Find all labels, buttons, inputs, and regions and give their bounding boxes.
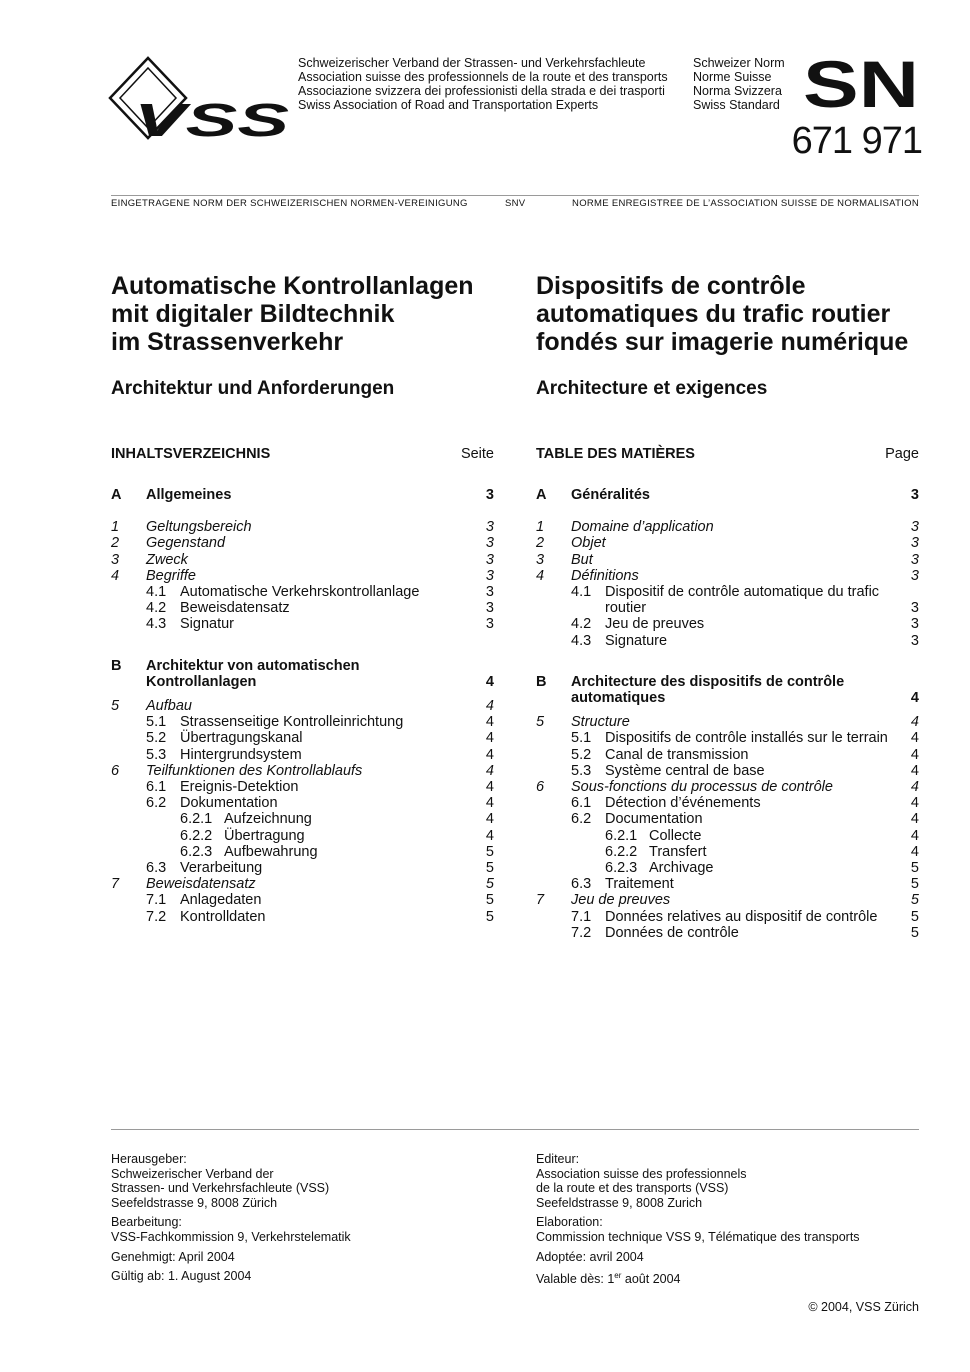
toc-entry [111, 909, 494, 925]
toc-page: 3 [910, 519, 919, 536]
publisher-label: Editeur: [536, 1152, 580, 1166]
registration-snv: SNV [505, 198, 526, 209]
toc-title: INHALTSVERZEICHNIS [111, 446, 271, 462]
toc-number: B [111, 657, 122, 674]
toc-header [111, 446, 494, 462]
toc-number: 5.3 [146, 746, 167, 763]
publisher-line: Schweizerischer Verband der [111, 1166, 274, 1181]
toc-number: 4.3 [146, 616, 167, 633]
toc-entry [536, 633, 919, 649]
toc-entry [111, 747, 494, 763]
toc-text: Zweck [146, 551, 188, 568]
toc-number: 7.2 [146, 908, 167, 925]
publisher-line: Association suisse des professionnels [536, 1166, 747, 1181]
toc-entry [111, 811, 494, 827]
toc-entry [111, 698, 494, 714]
toc-page: 5 [485, 876, 494, 893]
toc-text: Allgemeines [146, 487, 232, 503]
norm-name: Schweizer Norm [693, 56, 785, 70]
toc-entry [536, 552, 919, 568]
title-line: Dispositifs de contrôle [536, 272, 806, 300]
toc-text: Übertragung [224, 827, 305, 844]
toc-entry [536, 747, 919, 763]
toc-entry [536, 876, 919, 892]
toc-page: 4 [910, 762, 919, 779]
toc-text: Dispositifs de contrôle installés sur le terrain [605, 730, 888, 747]
org-line: Association suisse des professionnels de la route et des transports [298, 70, 668, 84]
toc-section [111, 487, 494, 503]
toc-page: 4 [485, 827, 494, 844]
toc-page: 3 [485, 584, 494, 601]
toc-text: Domaine d’application [571, 519, 714, 536]
toc-number: 6.3 [571, 876, 592, 893]
toc-entry [536, 763, 919, 779]
toc-entry [536, 616, 919, 632]
toc-number: 5.1 [146, 714, 167, 731]
toc-entry [111, 828, 494, 844]
toc-text: Système central de base [605, 762, 765, 779]
vss-logo [108, 56, 293, 141]
toc-text: Traitement [605, 876, 674, 893]
toc-entry [536, 730, 919, 746]
toc-entry [111, 535, 494, 551]
registration-de: EINGETRAGENE NORM DER SCHWEIZERISCHEN NORMEN-VEREINIGUNG [111, 198, 468, 209]
toc-number: A [111, 487, 122, 503]
toc-page: 5 [485, 892, 494, 909]
toc-entry [536, 714, 919, 730]
toc-page: 4 [910, 779, 919, 796]
toc-entry [536, 909, 919, 925]
toc-page: 5 [910, 892, 919, 909]
toc-page-label: Page [885, 446, 919, 462]
toc-text: Strassenseitige Kontrolleinrichtung [180, 714, 404, 731]
footer-fr [536, 1152, 936, 1292]
toc-page: 5 [910, 876, 919, 893]
toc-page: 4 [485, 811, 494, 828]
toc-number: 6.2.3 [180, 843, 213, 860]
toc-text: Documentation [605, 811, 703, 828]
header-divider [111, 195, 919, 196]
footer-divider [111, 1129, 919, 1130]
toc-page: 4 [910, 843, 919, 860]
toc-text: Détection d’événements [605, 795, 761, 812]
toc-number: 4 [111, 567, 120, 584]
toc-number: 1 [536, 519, 545, 536]
toc-entry [111, 552, 494, 568]
toc-number: 5.2 [571, 746, 592, 763]
org-line: Schweizerischer Verband der Strassen- und Verkehrsfachleute [298, 56, 646, 70]
valid-date-suffix: août 2004 [621, 1272, 681, 1287]
toc-number: 5.1 [571, 730, 592, 747]
toc-number: 6.1 [571, 795, 592, 812]
toc-entry [536, 860, 919, 876]
toc-page: 3 [485, 519, 494, 536]
approved-date: Genehmigt: April 2004 [111, 1249, 235, 1264]
toc-entry [536, 568, 919, 584]
toc-page-label: Seite [460, 446, 494, 462]
toc-page: 4 [910, 746, 919, 763]
toc-entry [111, 600, 494, 616]
toc-text: Anlagedaten [180, 892, 262, 909]
toc-page: 4 [910, 795, 919, 812]
valid-date [536, 1269, 936, 1287]
toc-page: 4 [485, 779, 494, 796]
toc-number: 7.1 [146, 892, 167, 909]
toc-section [536, 674, 919, 706]
toc-page: 5 [485, 843, 494, 860]
publisher-line: Seefeldstrasse 9, 8008 Zurich [536, 1195, 703, 1210]
toc-entry [536, 584, 919, 616]
toc-entry [111, 519, 494, 535]
toc-page: 4 [485, 746, 494, 763]
toc-page: 3 [910, 535, 919, 552]
toc-number: 4.2 [146, 600, 167, 617]
toc-header [536, 446, 919, 462]
toc-text: Hintergrundsystem [180, 746, 302, 763]
toc-section [111, 658, 494, 690]
editing-line: Commission technique VSS 9, Télématique des transports [536, 1229, 860, 1244]
toc-text: Verarbeitung [180, 860, 263, 877]
toc-text: Objet [571, 535, 606, 552]
toc-page: 3 [485, 600, 494, 617]
toc-number: 5.3 [571, 762, 592, 779]
toc-entry [536, 925, 919, 941]
editing-label: Bearbeitung: [111, 1215, 182, 1230]
toc-text: Teilfunktionen des Kontrollablaufs [146, 762, 363, 779]
toc-number: 6.2.2 [180, 827, 213, 844]
toc-page: 3 [910, 567, 919, 584]
toc-number: 7.2 [571, 924, 592, 941]
toc-text: But [571, 551, 593, 568]
toc-number: B [536, 673, 547, 690]
toc-page: 4 [485, 795, 494, 812]
toc-de [111, 446, 494, 925]
org-line: Associazione svizzera dei professionisti della strada e dei trasporti [298, 84, 665, 98]
norm-names [693, 56, 793, 112]
toc-title: TABLE DES MATIÈRES [536, 446, 695, 462]
toc-number: 2 [536, 535, 545, 552]
toc-entry [111, 568, 494, 584]
toc-number: 6 [536, 779, 545, 796]
toc-section [536, 487, 919, 503]
title-line: fondés sur imagerie numérique [536, 328, 909, 356]
toc-text: Archivage [649, 860, 714, 877]
toc-text: Définitions [571, 567, 639, 584]
toc-text: Architektur von automatischen Kontrollanlagen [146, 657, 360, 690]
toc-entry [111, 795, 494, 811]
toc-number: 1 [111, 519, 120, 536]
publisher-line: Seefeldstrasse 9, 8008 Zürich [111, 1195, 278, 1210]
footer-de [111, 1152, 511, 1289]
toc-text: Übertragungskanal [180, 730, 303, 747]
toc-page: 5 [485, 908, 494, 925]
toc-text: Geltungsbereich [146, 519, 252, 536]
toc-page: 3 [910, 487, 919, 503]
norm-name: Swiss Standard [693, 98, 780, 112]
title-fr [536, 272, 936, 356]
toc-entry [111, 779, 494, 795]
toc-number: 4.2 [571, 616, 592, 633]
toc-entry [111, 584, 494, 600]
title-line: automatiques du trafic routier [536, 300, 891, 328]
toc-text: Begriffe [146, 567, 196, 584]
toc-page: 3 [485, 535, 494, 552]
title-de [111, 272, 511, 356]
toc-text: Architecture des dispositifs de contrôle automatiques [571, 673, 845, 707]
toc-text: Données de contrôle [605, 924, 739, 941]
toc-number: 2 [111, 535, 120, 552]
norm-name: Norme Suisse [693, 70, 772, 84]
toc-page: 3 [910, 551, 919, 568]
toc-entry [111, 616, 494, 632]
toc-page: 4 [485, 714, 494, 731]
toc-text: Signature [605, 632, 668, 649]
toc-number: 5.2 [146, 730, 167, 747]
toc-page: 4 [485, 762, 494, 779]
toc-number: 4.1 [146, 584, 167, 601]
toc-text: Aufbewahrung [224, 843, 318, 860]
toc-page: 3 [485, 551, 494, 568]
toc-page: 4 [485, 698, 494, 715]
toc-number: 4.3 [571, 632, 592, 649]
vss-logo-text: VSS [134, 94, 290, 141]
toc-number: 6.1 [146, 779, 167, 796]
toc-text: Dispositif de contrôle automatique du trafic routier [605, 584, 880, 617]
toc-number: 6.2.3 [605, 860, 638, 877]
sn-logo-text: SN [803, 58, 919, 110]
publisher-line: Strassen- und Verkehrsfachleute (VSS) [111, 1181, 330, 1196]
organization-names [298, 56, 688, 112]
toc-entry [111, 892, 494, 908]
toc-page: 4 [910, 811, 919, 828]
toc-page: 4 [485, 673, 494, 690]
toc-number: 7.1 [571, 908, 592, 925]
toc-number: 5 [111, 698, 120, 715]
toc-text: Beweisdatensatz [146, 876, 256, 893]
editing-label: Elaboration: [536, 1215, 603, 1230]
toc-number: 7 [111, 876, 120, 893]
toc-entry [536, 828, 919, 844]
toc-text: Signatur [180, 616, 235, 633]
subtitle-de: Architektur und Anforderungen [111, 378, 395, 399]
toc-number: 7 [536, 892, 545, 909]
toc-text: Automatische Verkehrskontrollanlage [180, 584, 420, 601]
sn-logo [803, 58, 921, 110]
toc-number: 3 [536, 551, 545, 568]
toc-number: 4.1 [571, 584, 592, 601]
toc-number: A [536, 487, 547, 503]
toc-text: Kontrolldaten [180, 908, 266, 925]
valid-date: Gültig ab: 1. August 2004 [111, 1269, 252, 1284]
title-line: mit digitaler Bildtechnik [111, 300, 395, 328]
title-line: im Strassenverkehr [111, 328, 344, 356]
valid-date-sup: er [614, 1271, 622, 1281]
toc-entry [536, 892, 919, 908]
toc-number: 6 [111, 762, 120, 779]
toc-page: 4 [910, 827, 919, 844]
org-line: Swiss Association of Road and Transportation Experts [298, 98, 599, 112]
toc-entry [111, 860, 494, 876]
valid-date-prefix: Valable dès: 1 [536, 1272, 615, 1287]
toc-page: 5 [910, 924, 919, 941]
toc-text: Aufbau [146, 698, 192, 715]
toc-number: 6.2 [571, 811, 592, 828]
approved-date: Adoptée: avril 2004 [536, 1249, 644, 1264]
toc-number: 3 [111, 551, 120, 568]
toc-text: Jeu de preuves [571, 892, 671, 909]
toc-page: 3 [485, 487, 494, 503]
toc-text: Collecte [649, 827, 702, 844]
toc-page: 3 [910, 616, 919, 633]
toc-number: 6.2.1 [605, 827, 638, 844]
toc-entry [536, 519, 919, 535]
toc-text: Gegenstand [146, 535, 226, 552]
toc-entry [536, 811, 919, 827]
subtitle-fr: Architecture et exigences [536, 378, 768, 399]
toc-text: Données relatives au dispositif de contrôle [605, 908, 878, 925]
publisher-line: de la route et des transports (VSS) [536, 1181, 729, 1196]
toc-text: Ereignis-Detektion [180, 779, 299, 796]
toc-text: Canal de transmission [605, 746, 749, 763]
toc-entry [536, 795, 919, 811]
registration-fr: NORME ENREGISTREE DE L’ASSOCIATION SUISSE DE NORMALISATION [572, 198, 919, 209]
toc-text: Aufzeichnung [224, 811, 312, 828]
publisher-label: Herausgeber: [111, 1152, 187, 1166]
toc-entry [111, 714, 494, 730]
toc-entry [111, 763, 494, 779]
toc-page: 4 [910, 690, 919, 707]
toc-entry [536, 779, 919, 795]
copyright: © 2004, VSS Zürich [808, 1300, 919, 1314]
toc-text: Beweisdatensatz [180, 600, 290, 617]
toc-text: Jeu de preuves [605, 616, 705, 633]
toc-page: 4 [910, 730, 919, 747]
toc-number: 5 [536, 714, 545, 731]
toc-entry [111, 730, 494, 746]
toc-entry [536, 535, 919, 551]
toc-entry [536, 844, 919, 860]
toc-text: Sous-fonctions du processus de contrôle [571, 779, 833, 796]
toc-entry [111, 876, 494, 892]
toc-text: Dokumentation [180, 795, 278, 812]
toc-page: 3 [485, 567, 494, 584]
toc-text: Structure [571, 714, 630, 731]
norm-name: Norma Svizzera [693, 84, 782, 98]
toc-number: 6.3 [146, 860, 167, 877]
toc-fr [536, 446, 919, 941]
toc-page: 3 [485, 616, 494, 633]
toc-number: 6.2.2 [605, 843, 638, 860]
sn-number: 671 971 [791, 120, 922, 162]
toc-page: 4 [910, 714, 919, 731]
toc-text: Généralités [571, 487, 650, 503]
toc-page: 3 [910, 600, 919, 617]
toc-page: 3 [910, 632, 919, 649]
toc-page: 4 [485, 730, 494, 747]
toc-number: 4 [536, 567, 545, 584]
toc-number: 6.2 [146, 795, 167, 812]
toc-number: 6.2.1 [180, 811, 213, 828]
toc-page: 5 [910, 860, 919, 877]
toc-page: 5 [485, 860, 494, 877]
toc-entry [111, 844, 494, 860]
toc-text: Transfert [649, 843, 707, 860]
title-line: Automatische Kontrollanlagen [111, 272, 474, 300]
editing-line: VSS-Fachkommission 9, Verkehrstelematik [111, 1229, 351, 1244]
toc-page: 5 [910, 908, 919, 925]
